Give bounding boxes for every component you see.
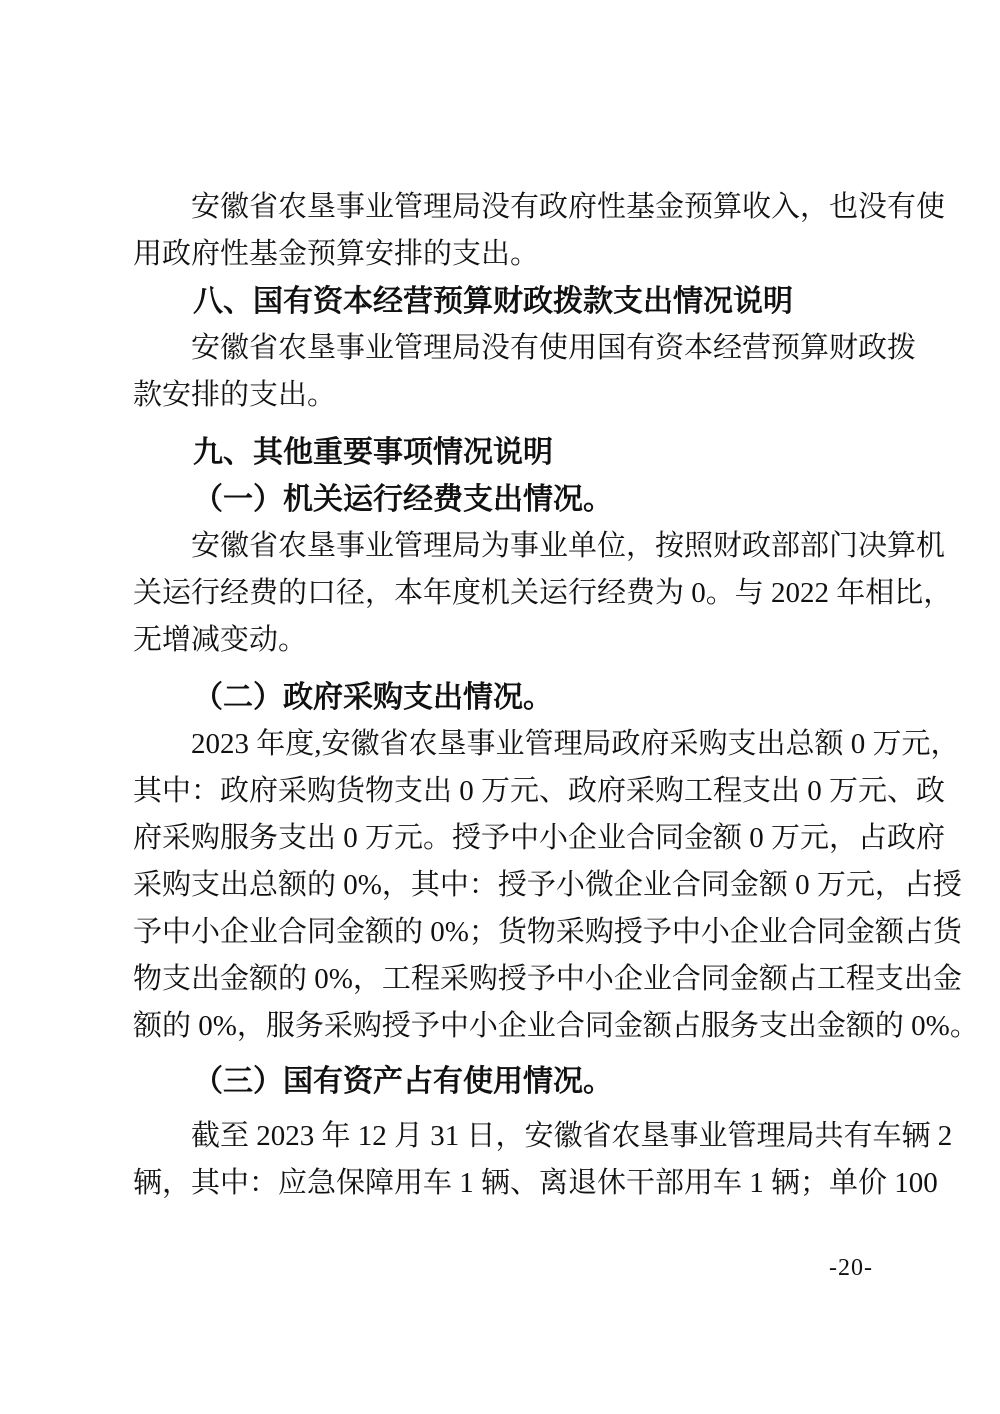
paragraph-state-capital-budget [133,325,917,419]
heading-section-9: 九、其他重要事项情况说明 [193,436,553,469]
text-line: 安徽省农垦事业管理局没有政府性基金预算收入，也没有使 [191,191,946,223]
heading-sub-2-procurement: （二）政府采购支出情况。 [193,681,553,714]
paragraph-state-assets [133,1113,953,1207]
text-line: 物支出金额的 0%，工程采购授予中小企业合同金额占工程支出金 [133,963,962,995]
text-line: 用政府性基金预算安排的支出。 [133,238,540,270]
text-line: 府采购服务支出 0 万元。授予中小企业合同金额 0 万元，占政府 [133,822,946,854]
paragraph-operating-expenses [133,523,953,664]
heading-sub-1-operating-expenses: （一）机关运行经费支出情况。 [193,483,613,516]
text-line: 无增减变动。 [133,624,308,656]
paragraph-gov-fund-budget [133,184,946,278]
text-line: 2023 年度,安徽省农垦事业管理局政府采购支出总额 0 万元， [191,728,960,760]
page-footer [133,1253,873,1283]
text-line: 安徽省农垦事业管理局为事业单位，按照财政部部门决算机 [191,530,946,562]
text-line: 安徽省农垦事业管理局没有使用国有资本经营预算财政拨 [191,332,917,364]
heading-section-8: 八、国有资本经营预算财政拨款支出情况说明 [193,285,793,318]
text-line: 关运行经费的口径，本年度机关运行经费为 0。与 2022 年相比， [133,577,953,609]
text-line: 予中小企业合同金额的 0%；货物采购授予中小企业合同金额占货 [133,916,962,948]
page-number: -20- [829,1255,873,1281]
text-line: 采购支出总额的 0%，其中：授予小微企业合同金额 0 万元，占授 [133,869,962,901]
text-line: 截至 2023 年 12 月 31 日，安徽省农垦事业管理局共有车辆 2 [191,1120,953,1152]
paragraph-gov-procurement [133,721,979,1050]
text-line: 辆，其中：应急保障用车 1 辆、离退休干部用车 1 辆；单价 100 [133,1167,938,1199]
text-line: 其中：政府采购货物支出 0 万元、政府采购工程支出 0 万元、政 [133,775,946,807]
text-line: 款安排的支出。 [133,379,337,411]
text-line: 额的 0%，服务采购授予中小企业合同金额占服务支出金额的 0%。 [133,1010,979,1042]
heading-sub-3-assets: （三）国有资产占有使用情况。 [193,1065,613,1098]
